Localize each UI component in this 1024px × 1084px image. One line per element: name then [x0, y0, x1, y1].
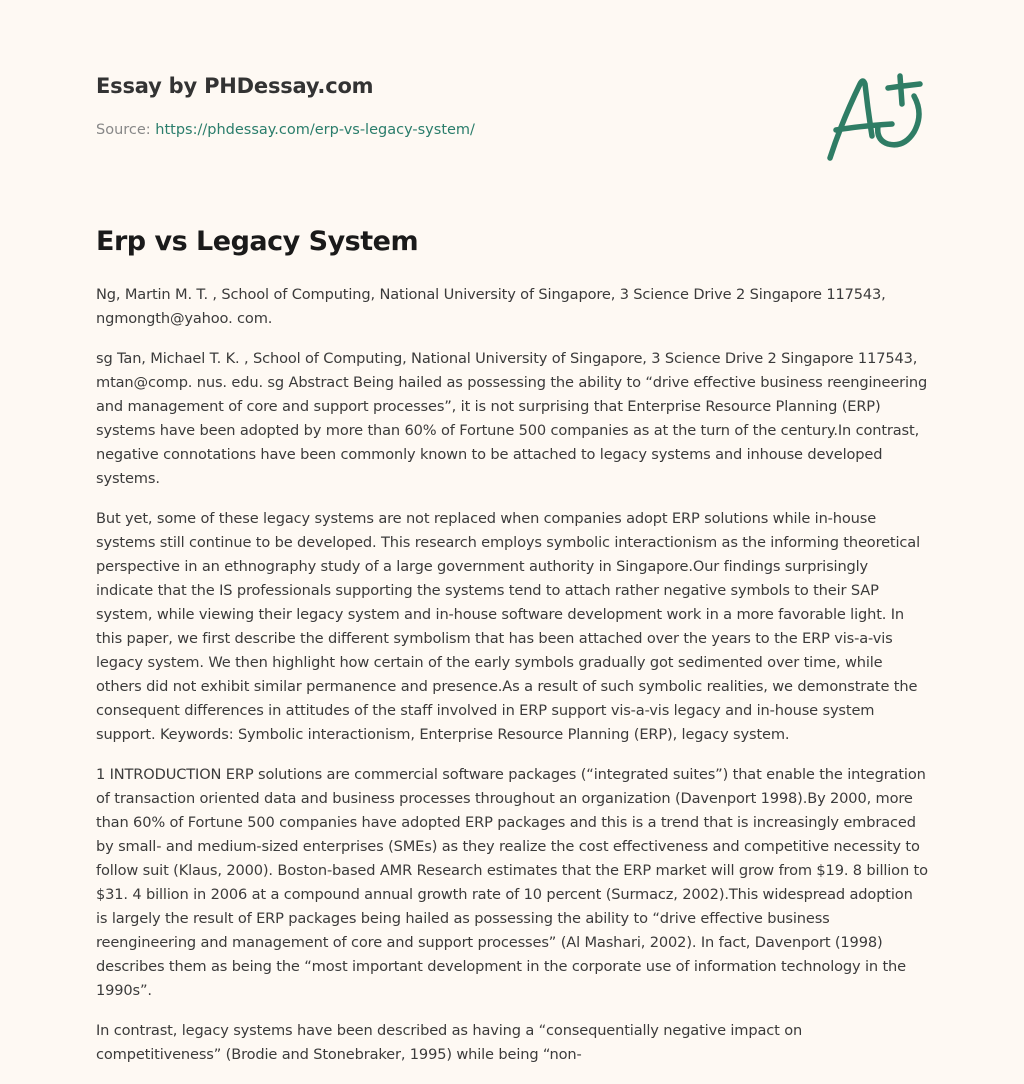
source-line [96, 122, 796, 138]
article [96, 226, 928, 1083]
site-header [96, 74, 796, 138]
source-link[interactable]: https://phdessay.com/erp-vs-legacy-system/ [155, 122, 475, 138]
a-plus-grade-icon [820, 66, 930, 166]
source-label: Source: [96, 122, 156, 138]
paragraph-authors-1: Ng, Martin M. T. , School of Computing, National University of Singapore, 3 Science Drive 2 Singapore 117543, ngmongth@yahoo. com. [96, 286, 886, 327]
paragraph-authors-2-abstract: sg Tan, Michael T. K. , School of Computing, National University of Singapore, 3 Science Drive 2 Singapore 117543, mtan@comp. nus. edu. sg Abstract Being hailed as possessing the ability to “drive effective business reengineering and management of core and support processes”, it is not surprising that Enterprise Resource Planning (ERP) systems have been adopted by more than 60% of Fortune 500 companies as at the turn of the century.In contrast, negative connotations have been commonly known to be attached to legacy systems and inhouse developed systems. [96, 350, 928, 487]
paragraph-abstract-continued: But yet, some of these legacy systems are not replaced when companies adopt ERP solutions while in-house systems still continue to be developed. This research employs symbolic interactionism as the informing theoretical perspective in an ethnography study of a large government authority in Singapore.Our findings surprisingly indicate that the IS professionals supporting the systems tend to attach rather negative symbols to their SAP system, while viewing their legacy system and in-house software development work in a more favorable light. In this paper, we first describe the different symbolism that has been attached over the years to the ERP vis-a-vis legacy system. We then highlight how certain of the early symbols gradually got sedimented over time, while others did not exhibit similar permanence and presence.As a result of such symbolic realities, we demonstrate the consequent differences in attitudes of the staff involved in ERP support vis-a-vis legacy and in-house system support. Keywords: Symbolic interactionism, Enterprise Resource Planning (ERP), legacy system. [96, 510, 920, 743]
paragraph-introduction: 1 INTRODUCTION ERP solutions are commercial software packages (“integrated suites”) that enable the integration of transaction oriented data and business processes throughout an organization (Davenport 1998).By 2000, more than 60% of Fortune 500 companies have adopted ERP packages and this is a trend that is increasingly embraced by small- and medium-sized enterprises (SMEs) as they realize the cost effectiveness and competitive necessity to follow suit (Klaus, 2000). Boston-based AMR Research estimates that the ERP market will grow from $19. 8 billion to $31. 4 billion in 2006 at a compound annual growth rate of 10 percent (Surmacz, 2002).This widespread adoption is largely the result of ERP packages being hailed as possessing the ability to “drive effective business reengineering and management of core and support processes” (Al Mashari, 2002). In fact, Davenport (1998) describes them as being the “most important development in the corporate use of information technology in the 1990s”. [96, 766, 928, 999]
page-title: Erp vs Legacy System [96, 226, 419, 257]
site-title: Essay by PHDessay.com [96, 74, 374, 98]
paragraph-legacy-contrast: In contrast, legacy systems have been described as having a “consequentially negative impact on competitiveness” (Brodie and Stonebraker, 1995) while being “non- [96, 1022, 803, 1063]
